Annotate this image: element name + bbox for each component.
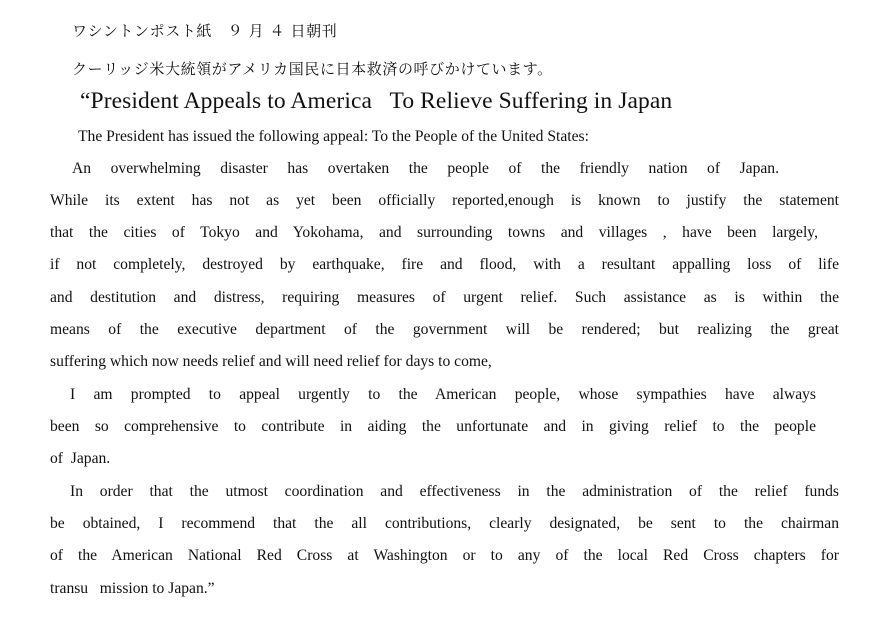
- text-line: An overwhelming disaster has overtaken the people of the friendly nation of Japan.: [72, 160, 779, 177]
- text-line: In order that the utmost coordination and effectiveness in the administration of the relief funds: [70, 483, 839, 500]
- text-line: transu mission to Japan.”: [50, 580, 215, 597]
- text-line: be obtained, I recommend that the all contributions, clearly designated, be sent to the chairman: [50, 515, 839, 532]
- text-line: that the cities of Tokyo and Yokohama, and surrounding towns and villages , have been largely,: [50, 224, 818, 241]
- text-line: been so comprehensive to contribute in aiding the unfortunate and in giving relief to the people: [50, 418, 816, 435]
- text-line: suffering which now needs relief and will need relief for days to come,: [50, 353, 492, 370]
- text-line: if not completely, destroyed by earthquake, fire and flood, with a resultant appalling loss of life: [50, 256, 839, 273]
- japanese-source-line: ワシントンポスト紙 ９ 月 ４ 日朝刊: [72, 22, 338, 40]
- japanese-summary-line: クーリッジ米大統領がアメリカ国民に日本救済の呼びかけています。: [72, 60, 553, 78]
- text-line: The President has issued the following appeal: To the People of the United States:: [78, 128, 589, 145]
- text-line: While its extent has not as yet been officially reported,enough is known to justify the statement: [50, 192, 839, 209]
- text-line: and destitution and distress, requiring measures of urgent relief. Such assistance as is within the: [50, 289, 839, 306]
- article-headline: “President Appeals to America To Relieve Suffering in Japan: [80, 88, 673, 114]
- text-line: of the American National Red Cross at Washington or to any of the local Red Cross chapters for: [50, 547, 839, 564]
- text-line: I am prompted to appeal urgently to the American people, whose sympathies have always: [70, 386, 816, 403]
- text-line: of Japan.: [50, 450, 111, 467]
- text-line: means of the executive department of the government will be rendered; but realizing the great: [50, 321, 839, 338]
